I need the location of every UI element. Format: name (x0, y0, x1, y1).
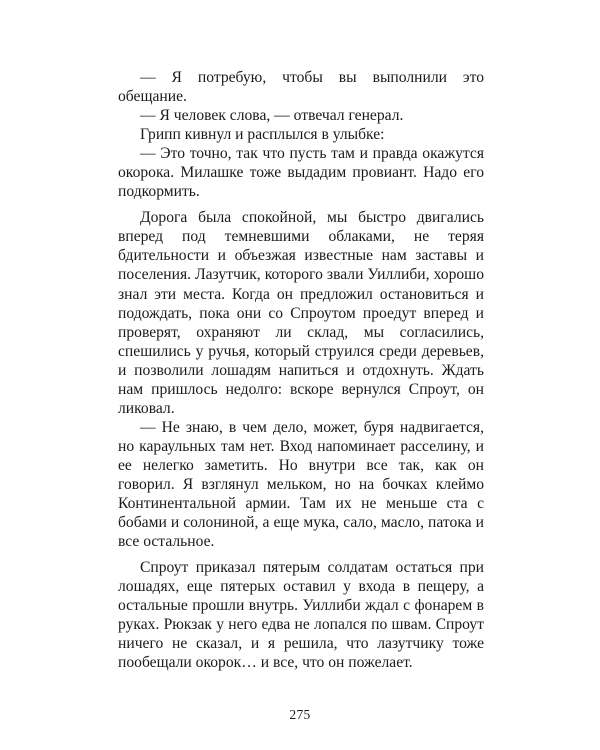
paragraph-2: — Я человек слова, — отвечал генерал. (140, 107, 404, 125)
paragraph-4: — Это точно, так что пусть там и правда окажутся окорока. Милашке тоже выдадим провиант. Надо его подкормить. (118, 145, 484, 201)
paragraph-7: Спроут приказал пятерым солдатам остаться при лошадях, еще пятерых оставил у входа в пещеру, а остальные прошли внутрь. Уиллиби ждал с фонарем в руках. Рюкзак у него едва не лопался по швам. Спроут ничего не сказал, и я решила, что лазутчику тоже пообещали окорок… и все, что он пожелает. (118, 559, 484, 672)
paragraph-3: Грипп кивнул и расплылся в улыбке: (140, 126, 385, 144)
paragraph-5: Дорога была спокойной, мы быстро двигались вперед под темневшими облаками, не теряя бдительности и объезжая известные нам заставы и поселения. Лазутчик, которого звали Уиллиби, хорошо знал эти места. Когда он предложил остановиться и подождать, пока они со Спроутом проедут вперед и проверят, охраняют ли склад, мы согласились, спешились у ручья, который струился среди деревьев, и позволили лошадям напиться и отдохнуть. Ждать нам пришлось недолго: вскоре вернулся Спроут, он ликовал. (118, 209, 484, 417)
paragraph-1: — Я потребую, чтобы вы выполнили это обещание. (118, 69, 484, 106)
body-text (118, 68, 484, 672)
paragraph-6: — Не знаю, в чем дело, может, буря надвигается, но караульных там нет. Вход напоминает расселину, и ее нелегко заметить. Но внутри все так, как он говорил. Я взглянул мельком, но на бочках клеймо Континентальной армии. Там их не меньше ста с бобами и солониной, а еще мука, сало, масло, патока и все остальное. (118, 418, 484, 551)
page-number: 275 (289, 707, 311, 722)
